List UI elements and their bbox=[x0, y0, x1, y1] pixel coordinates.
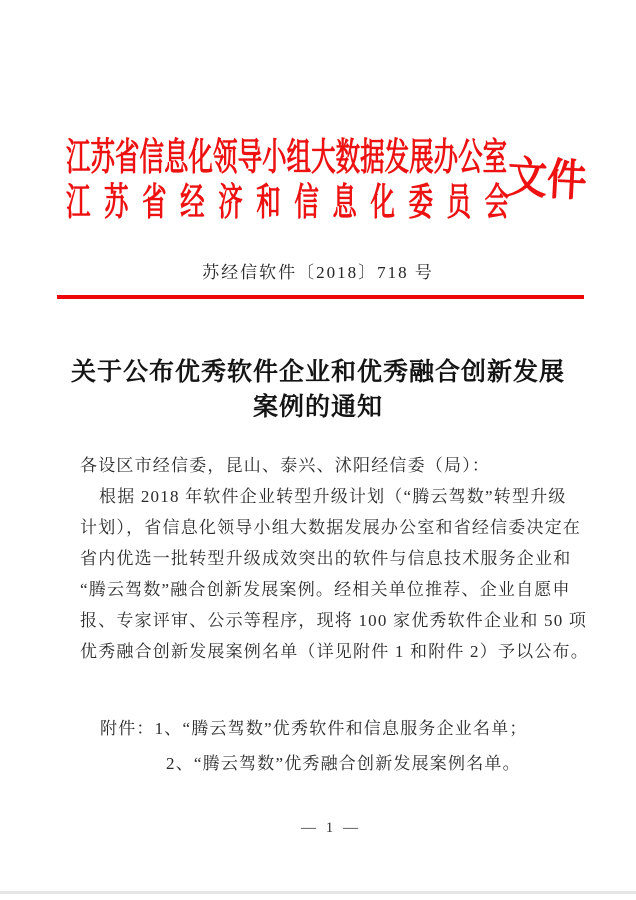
body-line: 省内优选一批转型升级成效突出的软件与信息技术服务企业和 bbox=[80, 549, 572, 568]
scan-bottom-edge bbox=[0, 891, 636, 894]
body-line: 优秀融合创新发展案例名单（详见附件 1 和附件 2）予以公布。 bbox=[80, 642, 589, 661]
document-number: 苏经信软件〔2018〕718 号 bbox=[202, 263, 434, 282]
attachments-list bbox=[100, 711, 570, 781]
body-line: 计划），省信息化领导小组大数据发展办公室和省经信委决定在 bbox=[80, 518, 582, 537]
body-line-salutation: 各设区市经信委，昆山、泰兴、沭阳经信委（局）： bbox=[80, 456, 491, 475]
letterhead bbox=[66, 136, 523, 226]
document-title-line1: 关于公布优秀软件企业和优秀融合创新发展 bbox=[70, 359, 565, 386]
document-body bbox=[80, 450, 588, 667]
body-line: 报、专家评审、公示等程序，现将 100 家优秀软件企业和 50 项 bbox=[80, 611, 588, 630]
document-title bbox=[0, 355, 636, 425]
attachment-item-2: 2、“腾云驾数”优秀融合创新发展案例名单。 bbox=[166, 754, 521, 773]
document-title-line2: 案例的通知 bbox=[252, 394, 383, 421]
letterhead-org-line1: 江苏省信息化领导小组大数据发展办公室 bbox=[66, 137, 508, 179]
body-line: “腾云驾数”融合创新发展案例。经相关单位推荐、企业自愿申 bbox=[80, 580, 571, 599]
letterhead-org-line2: 江苏省经济和信息化委员会 bbox=[66, 182, 523, 224]
letterhead-doc-type-label: 文件 bbox=[506, 152, 588, 207]
body-line: 根据 2018 年软件企业转型升级计划（“腾云驾数”转型升级 bbox=[99, 487, 567, 506]
letterhead-red-rule bbox=[57, 295, 584, 299]
attachment-item-1: 附件：1、“腾云驾数”优秀软件和信息服务企业名单； bbox=[100, 719, 528, 738]
footer-page-number: — 1 — bbox=[301, 820, 361, 836]
